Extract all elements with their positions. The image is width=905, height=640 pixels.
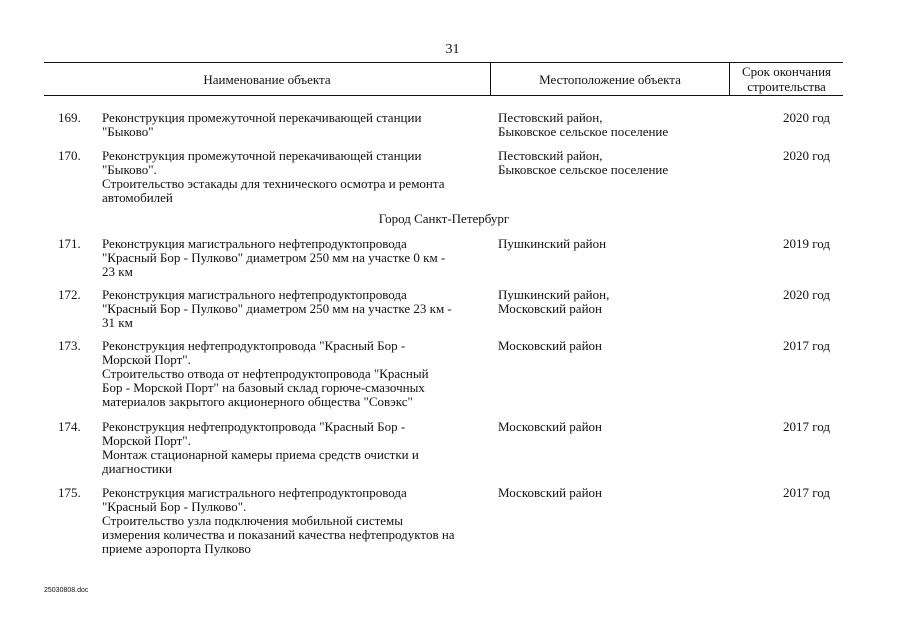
table-row	[44, 288, 844, 339]
row-location	[498, 339, 728, 353]
location-line: Московский район	[498, 419, 602, 434]
description-line: Реконструкция промежуточной перекачивающей станции	[102, 110, 422, 125]
row-term: 2017 год	[783, 419, 830, 434]
description-line: Морской Порт".	[102, 433, 191, 448]
row-description	[102, 486, 478, 556]
header-name: Наименование объекта	[203, 71, 331, 87]
table-row	[44, 420, 844, 486]
description-line: "Красный Бор - Пулково".	[102, 499, 247, 514]
description-line: Реконструкция нефтепродуктопровода "Красный Бор -	[102, 419, 406, 434]
row-location	[498, 149, 728, 177]
header-location: Местоположение объекта	[539, 71, 681, 87]
location-line: Быковское сельское поселение	[498, 162, 669, 177]
header-term-line: строительства	[747, 79, 826, 94]
table-row	[44, 237, 844, 288]
description-line: Реконструкция магистрального нефтепродуктопровода	[102, 485, 407, 500]
row-term: 2020 год	[783, 287, 830, 302]
table-header	[44, 62, 843, 96]
description-line: "Красный Бор - Пулково" диаметром 250 мм на участке 23 км -	[102, 301, 452, 316]
row-description	[102, 149, 478, 205]
row-location	[498, 237, 728, 251]
description-line: Реконструкция промежуточной перекачивающей станции	[102, 148, 422, 163]
row-number: 170.	[58, 148, 81, 163]
description-line: приеме аэропорта Пулково	[102, 541, 251, 556]
description-line: Монтаж стационарной камеры приема средств очистки и	[102, 447, 419, 462]
row-description	[102, 339, 478, 409]
header-term	[730, 63, 843, 95]
row-number: 172.	[58, 287, 81, 302]
description-line: материалов закрытого акционерного общества "Совэкс"	[102, 394, 413, 409]
row-location	[498, 486, 728, 500]
row-term: 2017 год	[783, 338, 830, 353]
location-line: Пестовский район,	[498, 148, 603, 163]
description-line: Реконструкция нефтепродуктопровода "Красный Бор -	[102, 338, 406, 353]
table-row	[44, 486, 844, 560]
row-term: 2020 год	[783, 148, 830, 163]
footer-doc-code: 25030808.doc	[44, 587, 89, 594]
description-line: измерения количества и показаний качества нефтепродуктов на	[102, 527, 455, 542]
location-line: Московский район	[498, 338, 602, 353]
table-body	[44, 111, 844, 560]
description-line: "Быково"	[102, 124, 154, 139]
row-description	[102, 288, 478, 330]
row-location	[498, 420, 728, 434]
table-row	[44, 111, 844, 149]
description-line: Бор - Морской Порт" на базовый склад горюче-смазочных	[102, 380, 425, 395]
row-number: 171.	[58, 236, 81, 251]
description-line: Реконструкция магистрального нефтепродуктопровода	[102, 287, 407, 302]
table-row	[44, 149, 844, 212]
location-line: Быковское сельское поселение	[498, 124, 669, 139]
description-line: диагностики	[102, 461, 173, 476]
row-term: 2020 год	[783, 110, 830, 125]
row-number: 174.	[58, 419, 81, 434]
row-description	[102, 111, 478, 139]
description-line: "Красный Бор - Пулково" диаметром 250 мм на участке 0 км -	[102, 250, 446, 265]
location-line: Пушкинский район	[498, 236, 607, 251]
section-title: Город Санкт-Петербург	[378, 211, 510, 226]
row-term: 2019 год	[783, 236, 830, 251]
description-line: автомобилей	[102, 190, 173, 205]
location-line: Пестовский район,	[498, 110, 603, 125]
description-line: Морской Порт".	[102, 352, 191, 367]
description-line: Строительство эстакады для технического осмотра и ремонта	[102, 176, 445, 191]
location-line: Пушкинский район,	[498, 287, 610, 302]
description-line: "Быково".	[102, 162, 157, 177]
row-term: 2017 год	[783, 485, 830, 500]
description-line: 23 км	[102, 264, 133, 279]
page-number: 31	[445, 42, 460, 57]
row-location	[498, 111, 728, 139]
row-location	[498, 288, 728, 316]
description-line: Строительство отвода от нефтепродуктопровода "Красный	[102, 366, 429, 381]
description-line: Строительство узла подключения мобильной системы	[102, 513, 404, 528]
row-number: 169.	[58, 110, 81, 125]
row-number: 175.	[58, 485, 81, 500]
row-number: 173.	[58, 338, 81, 353]
location-line: Московский район	[498, 485, 602, 500]
description-line: 31 км	[102, 315, 133, 330]
row-description	[102, 237, 478, 279]
location-line: Московский район	[498, 301, 602, 316]
description-line: Реконструкция магистрального нефтепродуктопровода	[102, 236, 407, 251]
table-row	[44, 339, 844, 420]
row-description	[102, 420, 478, 476]
header-term-line: Срок окончания	[741, 64, 832, 79]
